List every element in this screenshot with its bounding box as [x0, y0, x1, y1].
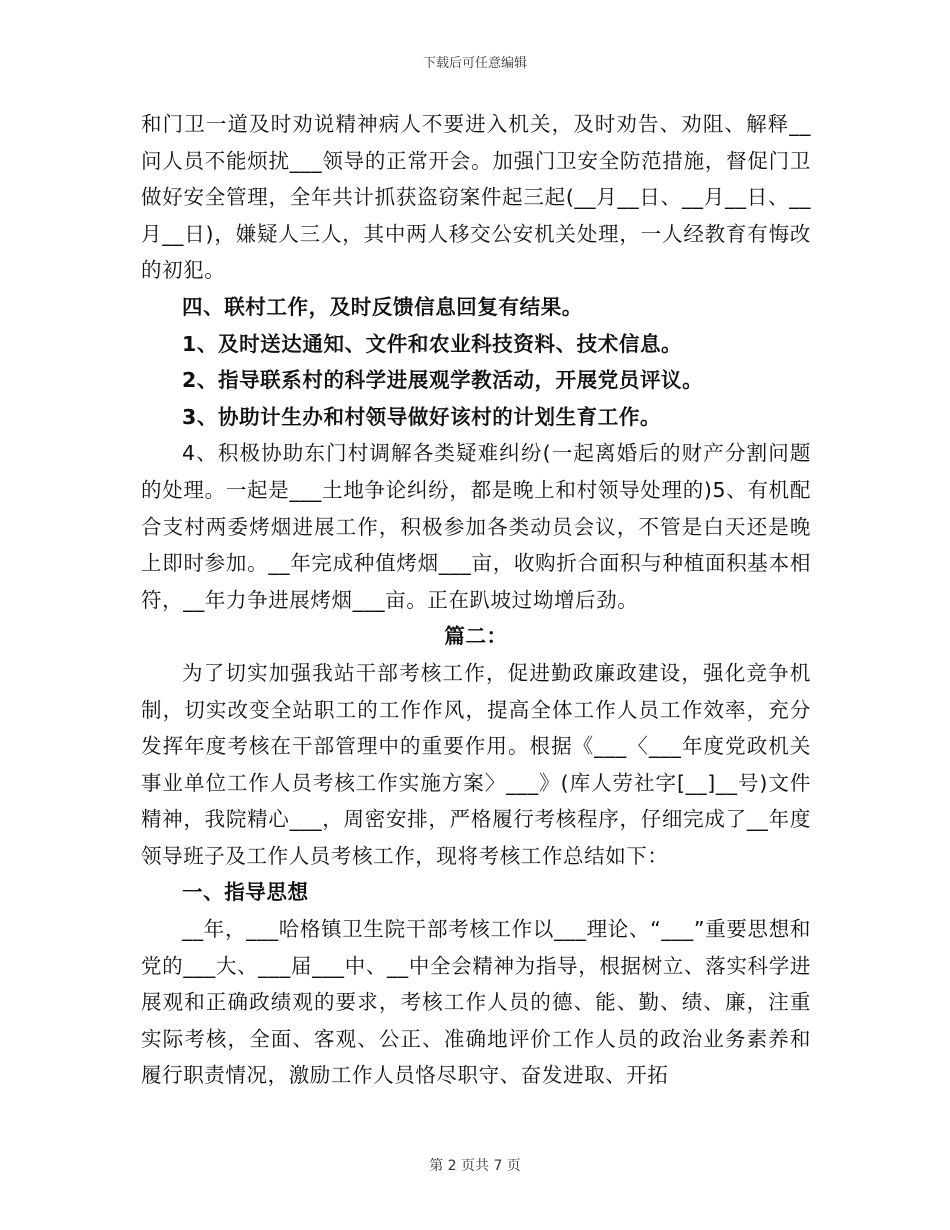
section-heading-4: 四、联村工作，及时反馈信息回复有结果。 — [182, 294, 583, 319]
section-heading-1: 一、指导思想 — [182, 880, 309, 905]
paragraph-guiding: __年，___哈格镇卫生院干部考核工作以___理论、“___”重要思想和党的___大、___届___中、__中全会精神为指导，根据树立、落实科学进展观和正确政绩观的要求，考核工作人员的德、能、勤、绩、廉，注重实际考核，全面、客观、公正、准确地评价工作人员的政治业务素养和履行职责情况，激励工作人员恪尽职守、奋发进取、开拓 — [141, 917, 811, 1088]
paragraph-1: 和门卫一道及时劝说精神病人不要进入机关，及时劝告、劝阻、解释__问人员不能烦扰___领导的正常开会。加强门卫安全防范措施，督促门卫做好安全管理，全年共计抓获盗窃案件起三起(__月__日、__月__日、__月__日)，嫌疑人三人，其中两人移交公安机关处理，一人经教育有悔改的初犯。 — [141, 112, 811, 283]
page-footer: 第 2 页共 7 页 — [429, 1158, 521, 1174]
page-header: 下载后可任意编辑 — [422, 56, 527, 71]
paragraph-item-4: 4、积极协助东门村调解各类疑难纠纷(一起离婚后的财产分割问题的处理。一起是___土地争论纠纷，都是晚上和村领导处理的)5、有机配合支村两委烤烟进展工作，积极参加各类动员会议，不管是白天还是晚上即时参加。__年完成种值烤烟___亩，收购折合面积与种植面积基本相符，__年力争进展烤烟___亩。正在趴坡过坳增后劲。 — [141, 441, 811, 612]
part-title: 篇二： — [444, 624, 508, 649]
document-body — [141, 106, 811, 1094]
list-item-1: 1、及时送达通知、文件和农业科技资料、技术信息。 — [182, 331, 683, 356]
list-item-3: 3、协助计生办和村领导做好该村的计划生育工作。 — [182, 404, 662, 429]
paragraph-intro: 为了切实加强我站干部考核工作，促进勤政廉政建设，强化竞争机制，切实改变全站职工的工作作风，提高全体工作人员工作效率，充分发挥年度考核在干部管理中的重要作用。根据《___〈___年度党政机关事业单位工作人员考核工作实施方案〉___》(库人劳社字[__]__号)文件精神，我院精心___，周密安排，严格履行考核程序，仔细完成了__年度领导班子及工作人员考核工作，现将考核工作总结如下： — [141, 660, 811, 868]
list-item-2: 2、指导联系村的科学进展观学教活动，开展党员评议。 — [182, 368, 704, 393]
